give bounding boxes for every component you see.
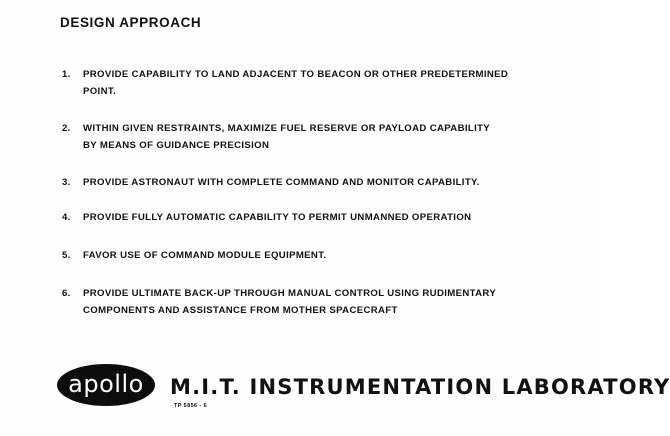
list-item-text: PROVIDE ULTIMATE BACK-UP THROUGH MANUAL CONTROL USING RUDIMENTARY COMPONENTS AND ASSISTANCE FROM MOTHER SPACECRAFT bbox=[83, 288, 497, 316]
list-item-text: FAVOR USE OF COMMAND MODULE EQUIPMENT. bbox=[83, 250, 327, 261]
list-item-number: 3. bbox=[62, 177, 71, 188]
page-title: DESIGN APPROACH bbox=[60, 15, 202, 30]
list-item-text: PROVIDE ASTRONAUT WITH COMPLETE COMMAND AND MONITOR CAPABILITY. bbox=[83, 177, 480, 188]
laboratory-name: M.I.T. INSTRUMENTATION LABORATORY bbox=[170, 375, 670, 399]
list-item-text: PROVIDE FULLY AUTOMATIC CAPABILITY TO PERMIT UNMANNED OPERATION bbox=[83, 212, 472, 223]
reference-code: TP 5856 - 6 bbox=[174, 403, 208, 409]
list-item-number: 6. bbox=[62, 288, 71, 299]
list-item-number: 4. bbox=[62, 212, 71, 223]
list-item-text: PROVIDE CAPABILITY TO LAND ADJACENT TO BEACON OR OTHER PREDETERMINED POINT. bbox=[83, 69, 509, 97]
list-item-number: 2. bbox=[62, 123, 71, 134]
list-item-number: 1. bbox=[62, 69, 71, 80]
apollo-logo bbox=[57, 364, 155, 406]
list-item-text: WITHIN GIVEN RESTRAINTS, MAXIMIZE FUEL RESERVE OR PAYLOAD CAPABILITY BY MEANS OF GUIDANCE PRECISION bbox=[83, 123, 491, 151]
apollo-logo-text: apollo bbox=[68, 369, 144, 398]
list-item-number: 5. bbox=[62, 250, 71, 261]
